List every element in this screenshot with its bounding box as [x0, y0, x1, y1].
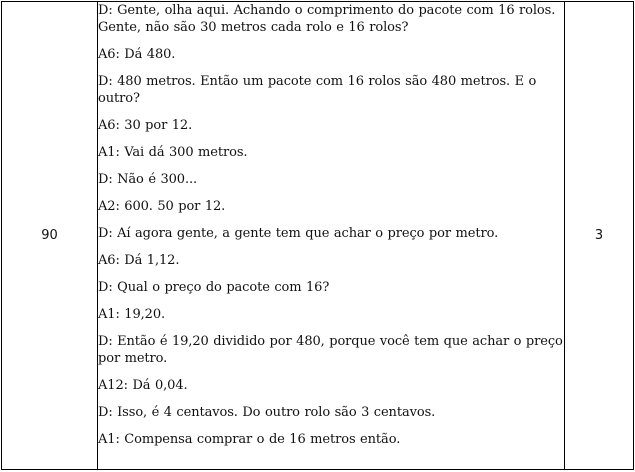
transcript-table — [1, 1, 634, 470]
dialogue-line: D: 480 metros. Então um pacote com 16 rolos são 480 metros. E o outro? — [98, 74, 537, 106]
dialogue-line: A2: 600. 50 por 12. — [98, 199, 226, 214]
dialogue-line: A12: Dá 0,04. — [98, 378, 188, 393]
dialogue-cell — [98, 2, 565, 470]
dialogue-line: A6: Dá 480. — [98, 47, 176, 62]
dialogue-line: D: Não é 300... — [98, 172, 198, 187]
dialogue-line: A1: Vai dá 300 metros. — [98, 145, 248, 160]
dialogue-line: A6: 30 por 12. — [98, 118, 193, 133]
dialogue-line: D: Então é 19,20 dividido por 480, porque você tem que achar o preço por metro. — [98, 334, 563, 366]
dialogue-line: D: Gente, olha aqui. Achando o comprimento do pacote com 16 rolos. Gente, não são 30 metros cada rolo e 16 rolos? — [98, 3, 556, 35]
dialogue-line: A1: 19,20. — [98, 307, 166, 322]
table-row — [2, 2, 634, 470]
dialogue-line: D: Isso, é 4 centavos. Do outro rolo são 3 centavos. — [98, 405, 436, 420]
dialogue-line: D: Qual o preço do pacote com 16? — [98, 280, 330, 295]
turn-number-cell: 90 — [2, 2, 98, 470]
count-cell: 3 — [565, 2, 634, 470]
dialogue-line: A1: Compensa comprar o de 16 metros então. — [98, 432, 401, 447]
dialogue-line: D: Aí agora gente, a gente tem que achar o preço por metro. — [98, 226, 499, 241]
dialogue-line: A6: Dá 1,12. — [98, 253, 180, 268]
